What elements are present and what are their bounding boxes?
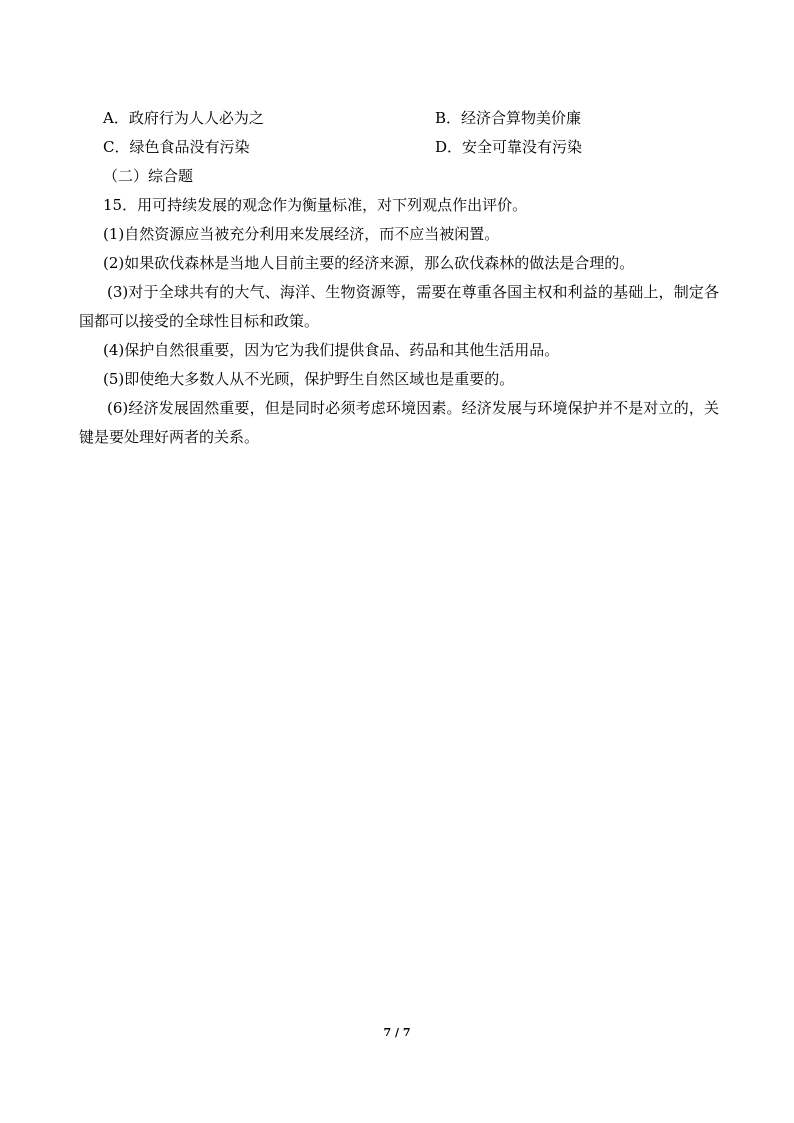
options-row-ab (79, 104, 719, 133)
option-b: B．经济合算物美价廉 (435, 109, 582, 127)
option-a: A．政府行为人人必为之 (103, 109, 264, 127)
page-content (79, 104, 719, 452)
section-heading: （二）综合题 (103, 167, 194, 185)
options-row-cd (79, 133, 719, 162)
page-number: 7 / 7 (383, 1026, 411, 1039)
statement-1: (1)自然资源应当被充分利用来发展经济，而不应当被闲置。 (103, 225, 500, 243)
statement-6: (6)经济发展固然重要，但是同时必须考虑环境因素。经济发展与环境保护并不是对立的，关键是要处理好两者的关系。 (79, 399, 719, 446)
statement-3: (3)对于全球共有的大气、海洋、生物资源等，需要在尊重各国主权和利益的基础上，制定各国都可以接受的全球性目标和政策。 (79, 283, 719, 330)
option-d: D．安全可靠没有污染 (435, 138, 583, 156)
statement-2: (2)如果砍伐森林是当地人目前主要的经济来源，那么砍伐森林的做法是合理的。 (103, 254, 635, 272)
statement-5: (5)即使绝大多数人从不光顾，保护野生自然区域也是重要的。 (103, 370, 515, 388)
option-c: C．绿色食品没有污染 (103, 138, 250, 156)
question-15: 15．用可持续发展的观念作为衡量标准，对下列观点作出评价。 (103, 196, 528, 214)
statement-4: (4)保护自然很重要，因为它为我们提供食品、药品和其他生活用品。 (103, 341, 560, 359)
